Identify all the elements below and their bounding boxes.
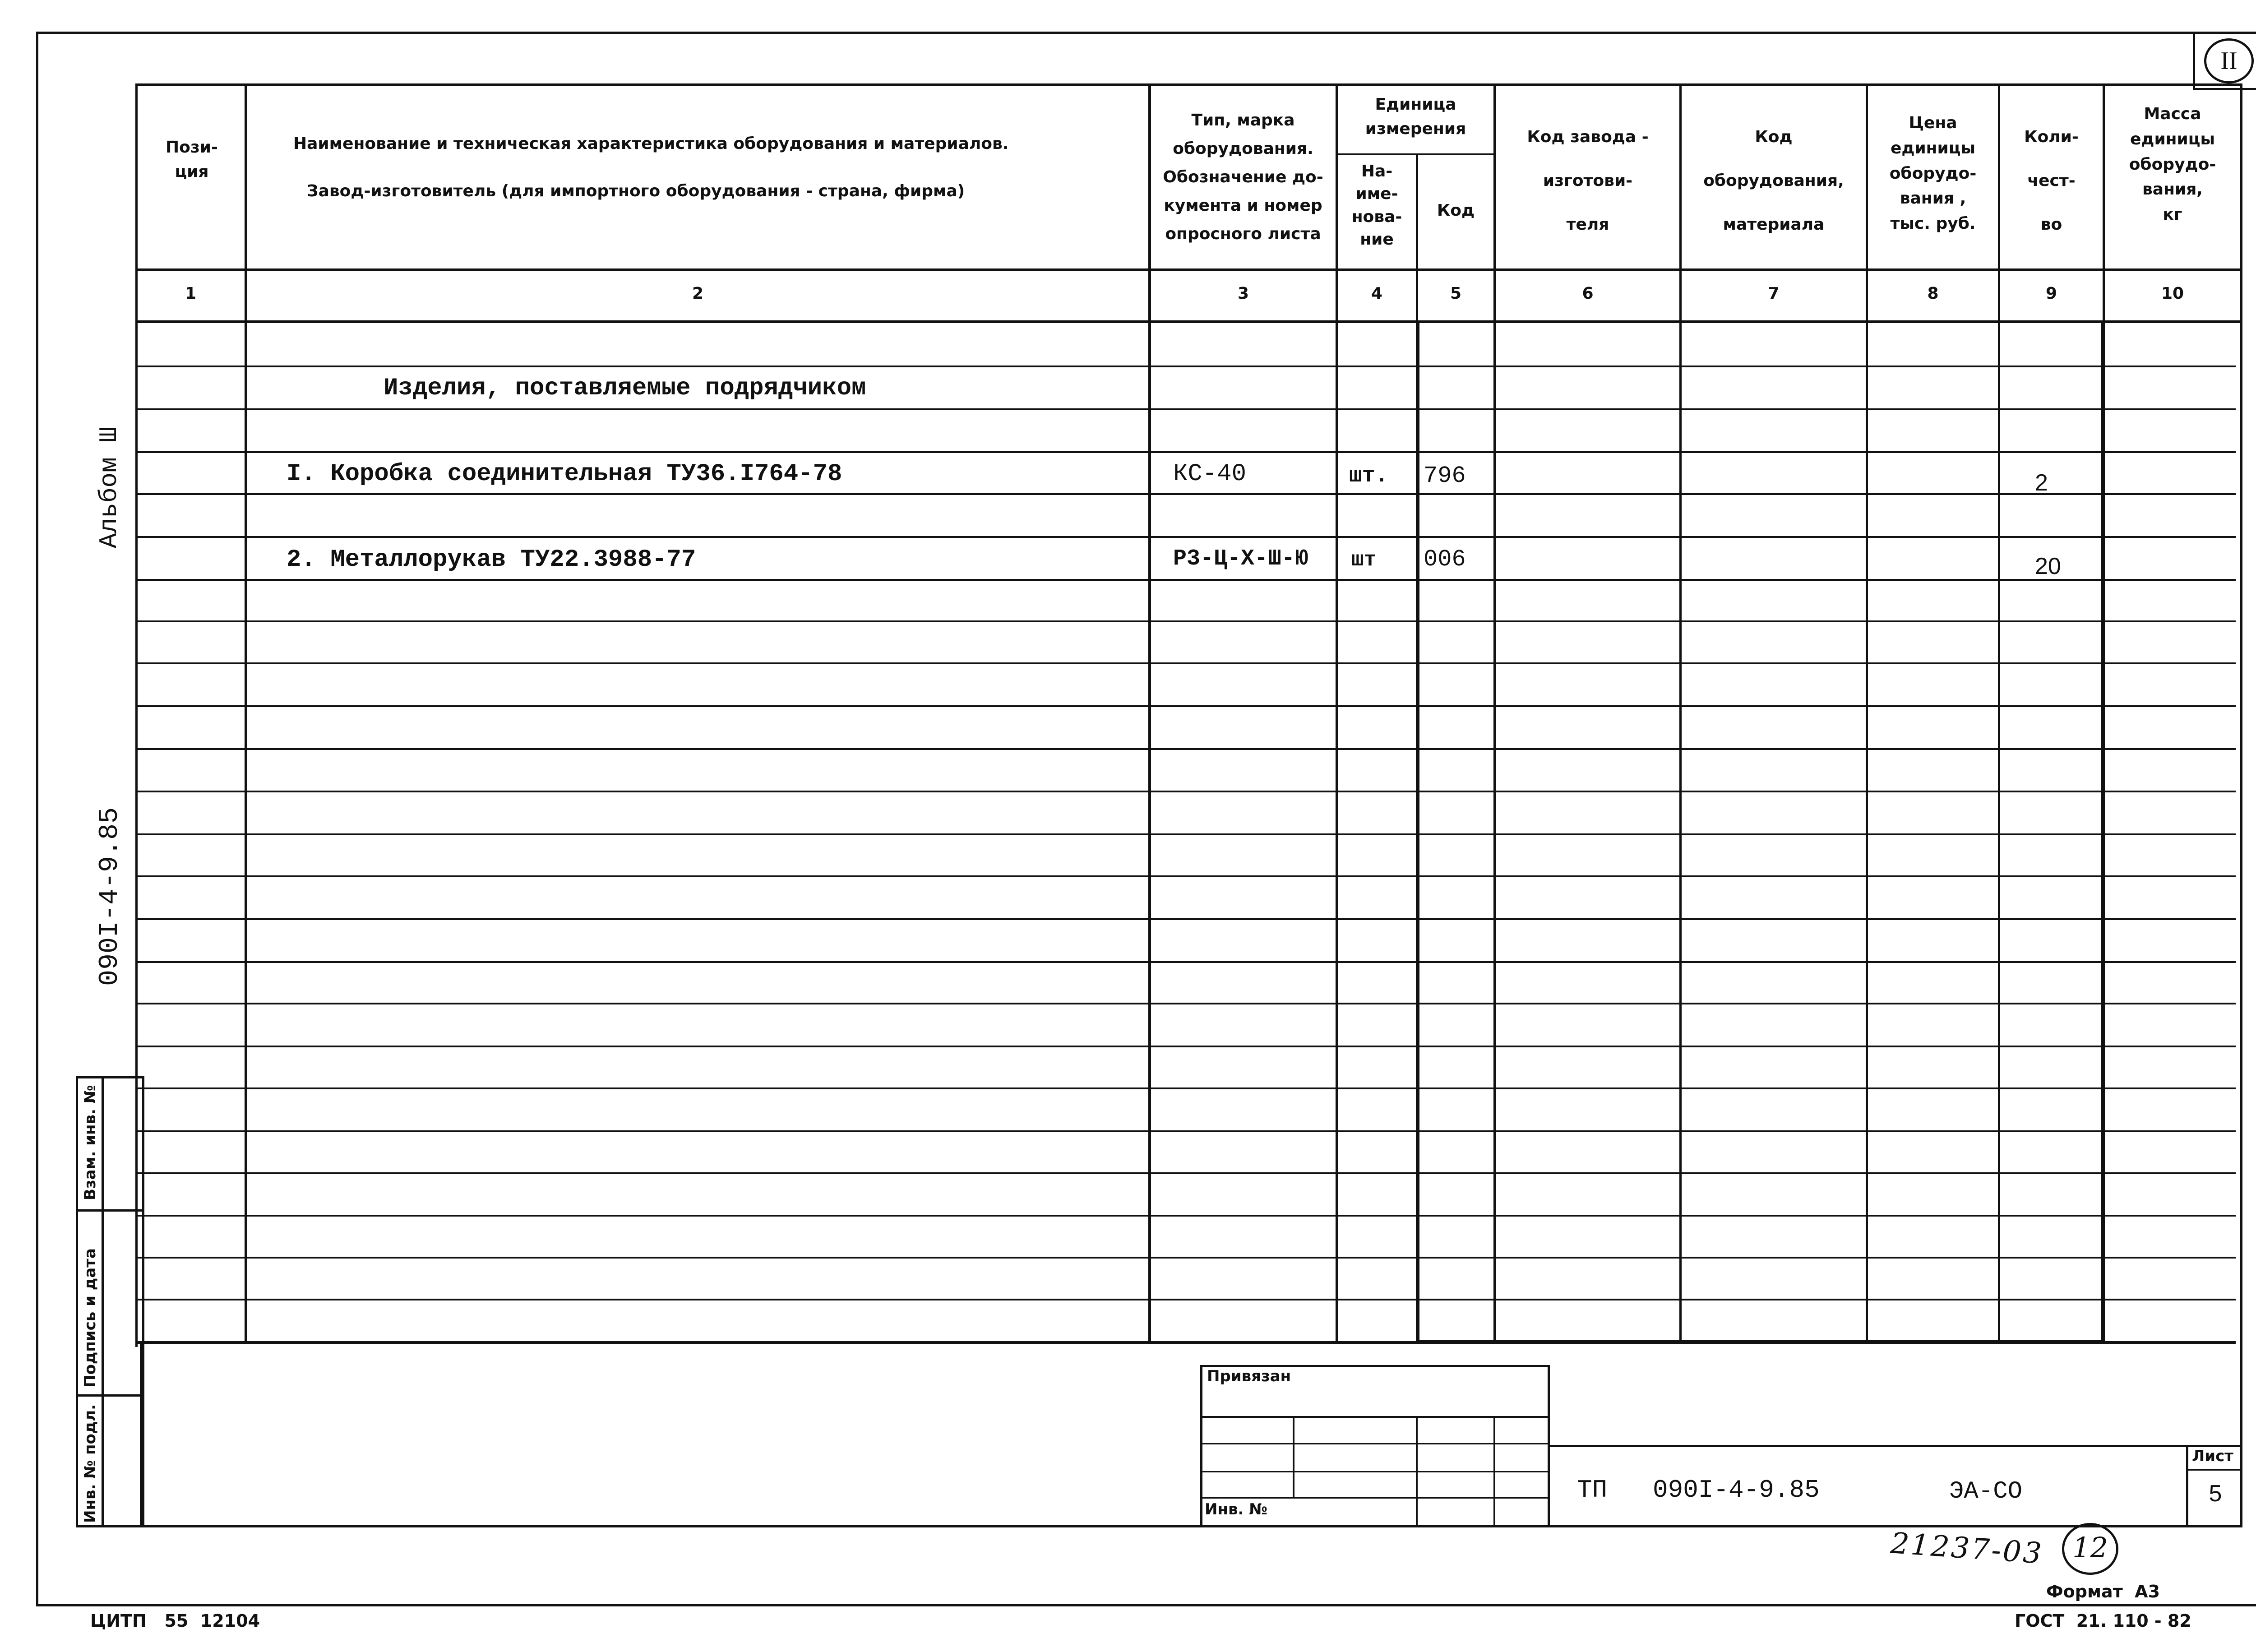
margin-doc-code: 090I-4-9.85	[95, 807, 125, 986]
col-name-header-line1: Наименование и техническая характеристика оборудования и материалов.	[293, 134, 1009, 153]
table-row-line	[135, 662, 2236, 664]
col-position-header: Пози- ция	[166, 138, 218, 181]
table-row-line	[135, 1046, 2236, 1047]
col-number-7: 7	[1768, 284, 1780, 303]
table-row-line	[135, 366, 2236, 367]
table-row-line	[135, 833, 2236, 835]
privyazan-label: Привязан	[1207, 1367, 1291, 1385]
table-row-line	[135, 961, 2236, 963]
table-row-line	[135, 875, 2236, 877]
col-mass-header: Масса единицы оборудо- вания, кг	[2129, 105, 2216, 224]
item1-qty: 2	[2035, 470, 2048, 496]
col-equipment-code-header: Код оборудования, материала	[1703, 128, 1844, 234]
col-unit-code-header: Код	[1437, 201, 1475, 220]
table-row-line	[135, 748, 2236, 750]
table-row-line	[135, 1130, 2236, 1132]
col-number-2: 2	[692, 284, 704, 303]
col-number-8: 8	[1927, 284, 1939, 303]
col-number-5: 5	[1450, 284, 1462, 303]
table-row-line	[135, 791, 2236, 792]
item1-name: I. Коробка соединительная ТУ36.I764-78	[287, 460, 842, 488]
item1-code: 796	[1424, 463, 1466, 489]
col-number-6: 6	[1582, 284, 1594, 303]
col-number-1: 1	[185, 284, 197, 303]
table-row-line	[135, 536, 2236, 538]
sheet-label: Лист	[2192, 1447, 2233, 1465]
table-row-line	[135, 918, 2236, 920]
col-type-header: Тип, марка оборудования. Обозначение до- кумента и номер опросного листа	[1163, 111, 1323, 243]
col-number-10: 10	[2161, 284, 2184, 303]
gost-label: ГОСТ 21. 110 - 82	[2015, 1611, 2191, 1631]
col-name-header-line2: Завод-изготовитель (для импортного оборудования - страна, фирма)	[307, 182, 965, 200]
sheet-number: 5	[2209, 1481, 2222, 1507]
col-factory-code-header: Код завода - изготови- теля	[1527, 128, 1649, 234]
item2-unit: шт	[1351, 548, 1377, 572]
section-title: Изделия, поставляемые подрядчиком	[384, 375, 866, 402]
col-number-3: 3	[1237, 284, 1249, 303]
table-row-line	[135, 1087, 2236, 1089]
table-row-line	[135, 451, 2236, 453]
corner-badge-circle	[2204, 38, 2254, 83]
col-unit-header: Единица измерения	[1365, 95, 1466, 138]
inv-no-label: Инв. №	[1205, 1500, 1268, 1518]
item2-qty: 20	[2035, 553, 2061, 579]
col-number-4: 4	[1371, 284, 1383, 303]
item2-type: Р3-Ц-Х-Ш-Ю	[1173, 546, 1309, 572]
stamp-doc-number: ТП 090I-4-9.85	[1577, 1476, 1820, 1504]
table-row-line	[135, 408, 2236, 410]
col-quantity-header: Коли- чест- во	[2024, 128, 2079, 234]
title-block	[140, 1341, 2242, 1527]
col-number-9: 9	[2045, 284, 2057, 303]
printer-code: ЦИТП 55 12104	[90, 1611, 260, 1631]
item1-unit: шт.	[1349, 464, 1388, 488]
item1-type: КС-40	[1173, 460, 1247, 488]
corner-badge-text: II	[2220, 47, 2238, 75]
format-label: Формат А3	[2046, 1582, 2160, 1601]
table-row-line	[135, 579, 2236, 581]
stamp-label-signature-date: Подпись и дата	[81, 1248, 99, 1388]
col-price-header: Цена единицы оборудо- вания , тыс. руб.	[1889, 114, 1977, 233]
table-row-line	[135, 1299, 2236, 1300]
handwritten-circle	[2062, 1523, 2118, 1575]
table-row-line	[135, 1215, 2236, 1217]
stamp-label-replace-inv: Взам. инв. №	[81, 1085, 99, 1200]
stamp-section: ЭА-СО	[1949, 1478, 2023, 1505]
item2-name: 2. Металлорукав ТУ22.3988-77	[287, 546, 696, 574]
table-row-line	[135, 1172, 2236, 1174]
table-row-line	[135, 1003, 2236, 1004]
table-row-line	[135, 705, 2236, 707]
item2-code: 006	[1424, 546, 1466, 573]
handwritten-number: 21237-03	[1889, 1527, 2044, 1571]
table-row-line	[135, 493, 2236, 495]
stamp-label-original-inv: Инв. № подл.	[81, 1404, 99, 1523]
handwritten-circled-number: 12	[2072, 1531, 2108, 1564]
table-row-line	[135, 1257, 2236, 1259]
album-label: Альбом Ш	[95, 427, 124, 548]
table-row-line	[135, 620, 2236, 622]
col-unit-name-header: На- име- нова- ние	[1351, 162, 1402, 249]
